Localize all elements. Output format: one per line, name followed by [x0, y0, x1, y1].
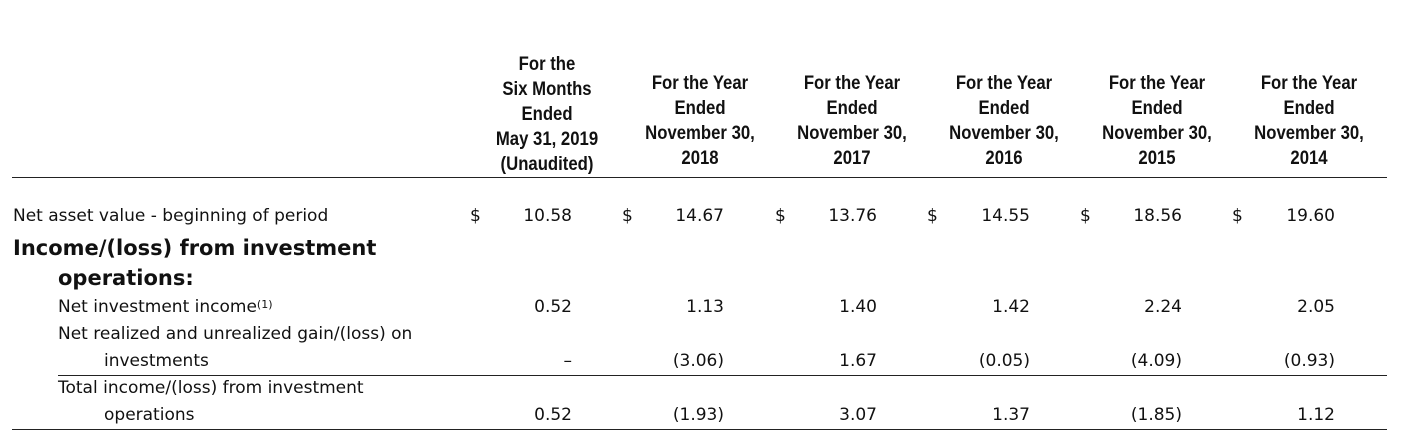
column-header-year-2014: For the Year Ended November 30, 2014 [1254, 73, 1364, 169]
column-header-year-2017: For the Year Ended November 30, 2017 [797, 73, 907, 169]
nav-value-2018: 14.67 [675, 206, 724, 226]
row-label-net-investment-income [58, 295, 273, 319]
header-rule [12, 177, 1387, 178]
net-realized-value-2014: (0.93) [1283, 351, 1335, 371]
net-realized-value-2015: (4.09) [1130, 351, 1182, 371]
currency-symbol: $ [1080, 206, 1091, 226]
nav-value-2015: 18.56 [1133, 206, 1182, 226]
total-value-2019: 0.52 [534, 405, 572, 425]
currency-symbol: $ [775, 206, 786, 226]
nii-value-2016: 1.42 [992, 297, 1030, 317]
nii-value-2018: 1.13 [686, 297, 724, 317]
total-value-2017: 3.07 [839, 405, 877, 425]
net-realized-value-2019: – [563, 351, 572, 371]
column-header-year-2015: For the Year Ended November 30, 2015 [1102, 73, 1212, 169]
nii-value-2014: 2.05 [1297, 297, 1335, 317]
row-label-total-line-2: operations [104, 405, 195, 425]
row-label-nav-beginning: Net asset value - beginning of period [13, 206, 329, 226]
total-value-2014: 1.12 [1297, 405, 1335, 425]
row-label-net-realized-line-2: investments [104, 351, 209, 371]
column-header-year-2018: For the Year Ended November 30, 2018 [645, 73, 755, 169]
currency-symbol: $ [470, 206, 481, 226]
total-value-2018: (1.93) [672, 405, 724, 425]
currency-symbol: $ [927, 206, 938, 226]
nav-value-2019: 10.58 [523, 206, 572, 226]
nii-value-2017: 1.40 [839, 297, 877, 317]
currency-symbol: $ [622, 206, 633, 226]
nii-value-2019: 0.52 [534, 297, 572, 317]
column-header-year-2016: For the Year Ended November 30, 2016 [949, 73, 1059, 169]
column-header-six-months-2019: For the Six Months Ended May 31, 2019 (Unaudited) [495, 54, 599, 175]
nav-value-2014: 19.60 [1286, 206, 1335, 226]
nii-value-2015: 2.24 [1144, 297, 1182, 317]
net-realized-value-2017: 1.67 [839, 351, 877, 371]
row-label-net-realized-line-1: Net realized and unrealized gain/(loss) on [58, 324, 413, 344]
nav-value-2017: 13.76 [828, 206, 877, 226]
section-title-line-2: operations: [58, 266, 194, 290]
bottom-rule [12, 429, 1387, 430]
footnote-marker: (1) [256, 298, 273, 311]
net-investment-income-text: Net investment income [58, 297, 257, 317]
total-value-2016: 1.37 [992, 405, 1030, 425]
currency-symbol: $ [1232, 206, 1243, 226]
nav-value-2016: 14.55 [981, 206, 1030, 226]
total-value-2015: (1.85) [1130, 405, 1182, 425]
net-realized-value-2016: (0.05) [978, 351, 1030, 371]
net-realized-value-2018: (3.06) [672, 351, 724, 371]
section-title-line-1: Income/(loss) from investment [13, 236, 377, 260]
row-label-total-line-1: Total income/(loss) from investment [58, 378, 364, 398]
